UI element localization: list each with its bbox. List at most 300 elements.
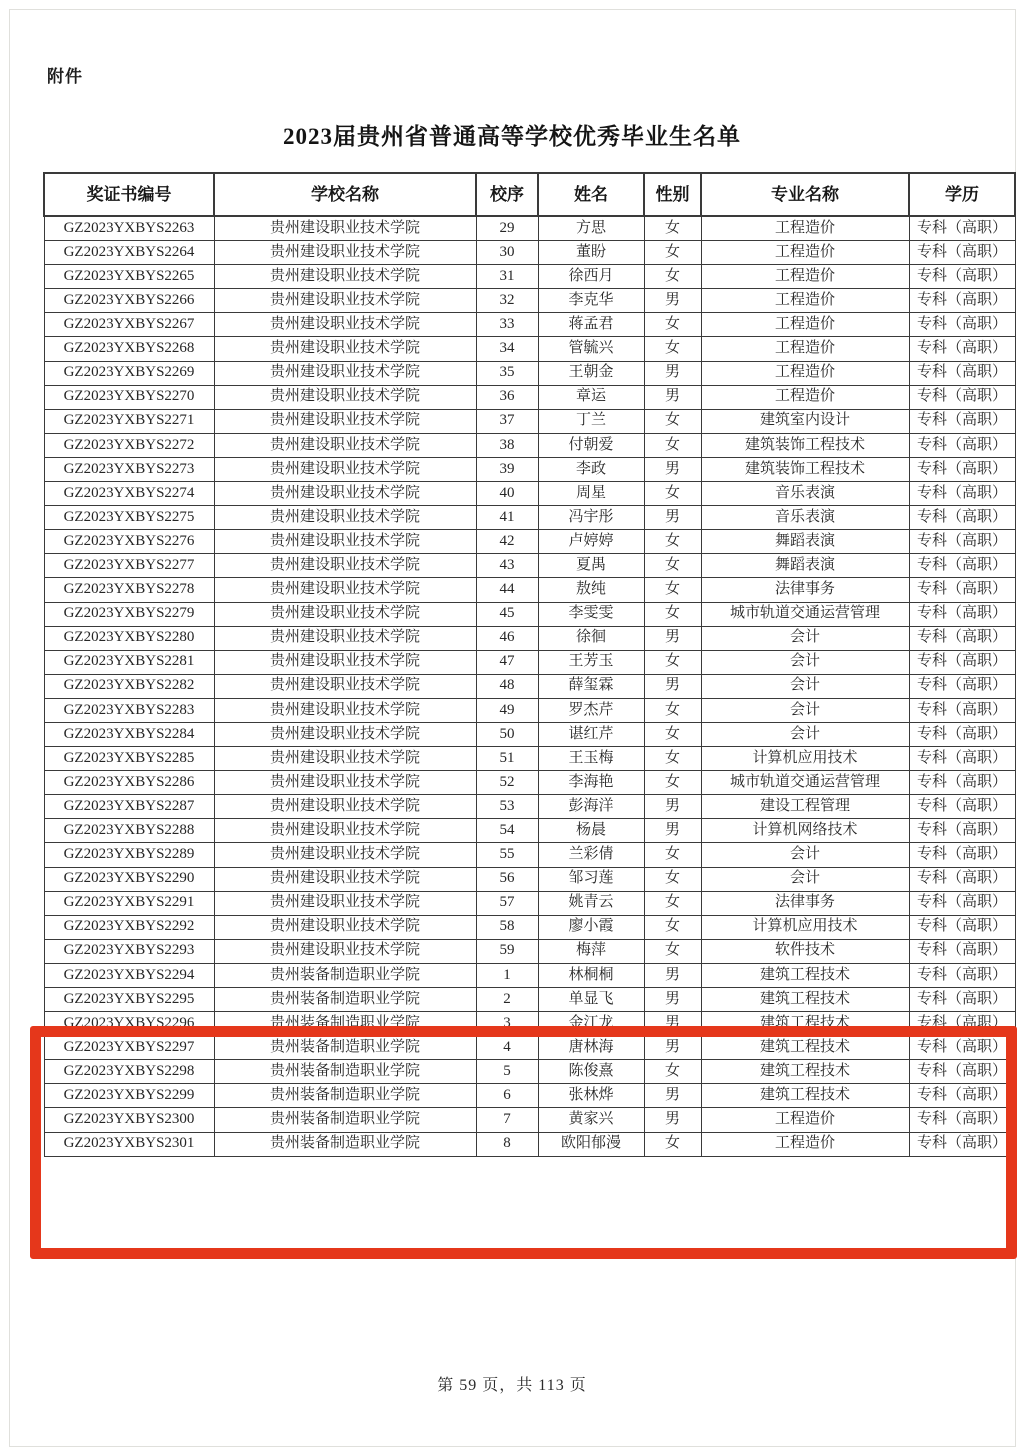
table-cell: 男 bbox=[644, 1036, 701, 1060]
table-cell: 专科（高职） bbox=[909, 988, 1015, 1012]
table-cell: 单显飞 bbox=[538, 988, 644, 1012]
table-cell: 专科（高职） bbox=[909, 385, 1015, 409]
table-cell: 贵州建设职业技术学院 bbox=[214, 602, 476, 626]
table-cell: 女 bbox=[644, 747, 701, 771]
table-cell: 唐林海 bbox=[538, 1036, 644, 1060]
table-cell: 专科（高职） bbox=[909, 216, 1015, 241]
table-cell: GZ2023YXBYS2274 bbox=[44, 482, 214, 506]
table-cell: 贵州建设职业技术学院 bbox=[214, 313, 476, 337]
table-cell: GZ2023YXBYS2284 bbox=[44, 722, 214, 746]
table-cell: 男 bbox=[644, 626, 701, 650]
table-row bbox=[44, 722, 1015, 746]
table-cell: 管毓兴 bbox=[538, 337, 644, 361]
table-cell: 王芳玉 bbox=[538, 650, 644, 674]
table-cell: 6 bbox=[476, 1084, 538, 1108]
table-cell: 男 bbox=[644, 674, 701, 698]
table-cell: 43 bbox=[476, 554, 538, 578]
table-cell: 男 bbox=[644, 1012, 701, 1036]
table-cell: 男 bbox=[644, 289, 701, 313]
table-cell: 徐徊 bbox=[538, 626, 644, 650]
table-cell: 贵州建设职业技术学院 bbox=[214, 482, 476, 506]
page-number: 第 59 页，共 113 页 bbox=[437, 1377, 587, 1394]
table-cell: 女 bbox=[644, 337, 701, 361]
table-cell: 工程造价 bbox=[701, 361, 909, 385]
table-cell: 男 bbox=[644, 795, 701, 819]
table-cell: 女 bbox=[644, 771, 701, 795]
table-cell: 36 bbox=[476, 385, 538, 409]
table-cell: GZ2023YXBYS2268 bbox=[44, 337, 214, 361]
table-cell: 男 bbox=[644, 385, 701, 409]
table-cell: 专科（高职） bbox=[909, 409, 1015, 433]
table-row bbox=[44, 457, 1015, 481]
table-row bbox=[44, 963, 1015, 987]
table-cell: 专科（高职） bbox=[909, 289, 1015, 313]
table-cell: 专科（高职） bbox=[909, 1036, 1015, 1060]
table-row bbox=[44, 867, 1015, 891]
table-cell: GZ2023YXBYS2269 bbox=[44, 361, 214, 385]
table-cell: 贵州建设职业技术学院 bbox=[214, 674, 476, 698]
table-cell: 付朝爱 bbox=[538, 433, 644, 457]
table-row bbox=[44, 1132, 1015, 1156]
table-cell: 会计 bbox=[701, 674, 909, 698]
table-cell: 7 bbox=[476, 1108, 538, 1132]
table-cell: GZ2023YXBYS2289 bbox=[44, 843, 214, 867]
column-header: 学校名称 bbox=[214, 173, 476, 216]
table-row bbox=[44, 891, 1015, 915]
table-cell: 建筑工程技术 bbox=[701, 1036, 909, 1060]
table-cell: 贵州建设职业技术学院 bbox=[214, 241, 476, 265]
table-cell: 薛玺霖 bbox=[538, 674, 644, 698]
table-cell: 52 bbox=[476, 771, 538, 795]
table-cell: 法律事务 bbox=[701, 891, 909, 915]
table-cell: 54 bbox=[476, 819, 538, 843]
table-cell: GZ2023YXBYS2281 bbox=[44, 650, 214, 674]
table-cell: 贵州建设职业技术学院 bbox=[214, 337, 476, 361]
table-cell: 55 bbox=[476, 843, 538, 867]
table-cell: 专科（高职） bbox=[909, 771, 1015, 795]
table-cell: 周星 bbox=[538, 482, 644, 506]
table-cell: 41 bbox=[476, 506, 538, 530]
table-cell: 男 bbox=[644, 457, 701, 481]
table-cell: 建筑工程技术 bbox=[701, 988, 909, 1012]
table-cell: 58 bbox=[476, 915, 538, 939]
table-cell: 女 bbox=[644, 891, 701, 915]
table-row bbox=[44, 289, 1015, 313]
table-cell: 陈俊熹 bbox=[538, 1060, 644, 1084]
table-cell: 专科（高职） bbox=[909, 482, 1015, 506]
table-cell: 贵州建设职业技术学院 bbox=[214, 361, 476, 385]
table-cell: 建筑工程技术 bbox=[701, 963, 909, 987]
table-cell: GZ2023YXBYS2297 bbox=[44, 1036, 214, 1060]
table-cell: 计算机应用技术 bbox=[701, 915, 909, 939]
table-cell: 女 bbox=[644, 1060, 701, 1084]
table-cell: GZ2023YXBYS2264 bbox=[44, 241, 214, 265]
table-cell: 男 bbox=[644, 1084, 701, 1108]
table-row bbox=[44, 939, 1015, 963]
table-cell: GZ2023YXBYS2270 bbox=[44, 385, 214, 409]
table-cell: 工程造价 bbox=[701, 241, 909, 265]
table-cell: 贵州装备制造职业学院 bbox=[214, 1036, 476, 1060]
table-cell: 女 bbox=[644, 1132, 701, 1156]
table-row bbox=[44, 265, 1015, 289]
table-cell: 贵州建设职业技术学院 bbox=[214, 819, 476, 843]
table-cell: 47 bbox=[476, 650, 538, 674]
table-cell: 59 bbox=[476, 939, 538, 963]
table-cell: 男 bbox=[644, 963, 701, 987]
table-cell: 建筑室内设计 bbox=[701, 409, 909, 433]
table-cell: 专科（高职） bbox=[909, 867, 1015, 891]
table-cell: GZ2023YXBYS2286 bbox=[44, 771, 214, 795]
table-cell: 专科（高职） bbox=[909, 795, 1015, 819]
table-cell: 贵州装备制造职业学院 bbox=[214, 1012, 476, 1036]
table-cell: 贵州建设职业技术学院 bbox=[214, 698, 476, 722]
table-cell: 会计 bbox=[701, 722, 909, 746]
table-cell: 专科（高职） bbox=[909, 1132, 1015, 1156]
column-header: 姓名 bbox=[538, 173, 644, 216]
table-row bbox=[44, 313, 1015, 337]
table-cell: 女 bbox=[644, 578, 701, 602]
table-cell: 蒋孟君 bbox=[538, 313, 644, 337]
table-cell: 计算机应用技术 bbox=[701, 747, 909, 771]
table-cell: GZ2023YXBYS2265 bbox=[44, 265, 214, 289]
table-cell: 专科（高职） bbox=[909, 939, 1015, 963]
table-cell: 林桐桐 bbox=[538, 963, 644, 987]
table-cell: 女 bbox=[644, 843, 701, 867]
table-row bbox=[44, 433, 1015, 457]
table-cell: 女 bbox=[644, 216, 701, 241]
table-cell: 专科（高职） bbox=[909, 674, 1015, 698]
table-cell: 35 bbox=[476, 361, 538, 385]
table-cell: GZ2023YXBYS2293 bbox=[44, 939, 214, 963]
table-cell: GZ2023YXBYS2266 bbox=[44, 289, 214, 313]
table-cell: 黄家兴 bbox=[538, 1108, 644, 1132]
table-cell: 李克华 bbox=[538, 289, 644, 313]
table-cell: 舞蹈表演 bbox=[701, 554, 909, 578]
table-cell: 51 bbox=[476, 747, 538, 771]
table-cell: 贵州建设职业技术学院 bbox=[214, 385, 476, 409]
table-cell: 谌红芹 bbox=[538, 722, 644, 746]
table-cell: 女 bbox=[644, 265, 701, 289]
table-cell: 贵州建设职业技术学院 bbox=[214, 506, 476, 530]
table-cell: 工程造价 bbox=[701, 1108, 909, 1132]
table-cell: 欧阳郁漫 bbox=[538, 1132, 644, 1156]
table-cell: 贵州建设职业技术学院 bbox=[214, 433, 476, 457]
table-cell: 贵州建设职业技术学院 bbox=[214, 457, 476, 481]
table-header-row bbox=[44, 173, 1015, 216]
table-cell: 李政 bbox=[538, 457, 644, 481]
table-cell: 女 bbox=[644, 698, 701, 722]
table-cell: 金江龙 bbox=[538, 1012, 644, 1036]
table-cell: GZ2023YXBYS2263 bbox=[44, 216, 214, 241]
table-cell: 专科（高职） bbox=[909, 963, 1015, 987]
table-cell: 专科（高职） bbox=[909, 843, 1015, 867]
table-cell: 方思 bbox=[538, 216, 644, 241]
table-cell: 女 bbox=[644, 241, 701, 265]
column-header: 性别 bbox=[644, 173, 701, 216]
table-cell: 专科（高职） bbox=[909, 1108, 1015, 1132]
table-cell: GZ2023YXBYS2301 bbox=[44, 1132, 214, 1156]
table-cell: 软件技术 bbox=[701, 939, 909, 963]
column-header: 校序 bbox=[476, 173, 538, 216]
table-cell: 会计 bbox=[701, 867, 909, 891]
table-cell: 56 bbox=[476, 867, 538, 891]
graduates-table bbox=[43, 172, 1016, 1157]
table-cell: 王玉梅 bbox=[538, 747, 644, 771]
table-cell: 贵州建设职业技术学院 bbox=[214, 265, 476, 289]
table-cell: 会计 bbox=[701, 650, 909, 674]
table-cell: 工程造价 bbox=[701, 1132, 909, 1156]
column-header: 学历 bbox=[909, 173, 1015, 216]
table-cell: 建筑工程技术 bbox=[701, 1060, 909, 1084]
table-cell: 贵州建设职业技术学院 bbox=[214, 578, 476, 602]
table-cell: 冯宇彤 bbox=[538, 506, 644, 530]
table-cell: 贵州建设职业技术学院 bbox=[214, 843, 476, 867]
table-cell: 贵州建设职业技术学院 bbox=[214, 409, 476, 433]
table-cell: 男 bbox=[644, 988, 701, 1012]
table-cell: 工程造价 bbox=[701, 337, 909, 361]
table-cell: GZ2023YXBYS2275 bbox=[44, 506, 214, 530]
table-cell: 张林烨 bbox=[538, 1084, 644, 1108]
table-row bbox=[44, 530, 1015, 554]
table-cell: 建设工程管理 bbox=[701, 795, 909, 819]
table-cell: 39 bbox=[476, 457, 538, 481]
table-cell: 工程造价 bbox=[701, 289, 909, 313]
table-cell: 贵州建设职业技术学院 bbox=[214, 216, 476, 241]
table-cell: GZ2023YXBYS2294 bbox=[44, 963, 214, 987]
table-cell: 建筑工程技术 bbox=[701, 1012, 909, 1036]
table-cell: 女 bbox=[644, 650, 701, 674]
table-cell: 董盼 bbox=[538, 241, 644, 265]
table-cell: GZ2023YXBYS2296 bbox=[44, 1012, 214, 1036]
table-cell: 专科（高职） bbox=[909, 698, 1015, 722]
table-cell: 男 bbox=[644, 819, 701, 843]
table-cell: 1 bbox=[476, 963, 538, 987]
table-cell: 专科（高职） bbox=[909, 626, 1015, 650]
table-cell: GZ2023YXBYS2295 bbox=[44, 988, 214, 1012]
table-cell: 贵州装备制造职业学院 bbox=[214, 1060, 476, 1084]
table-row bbox=[44, 1012, 1015, 1036]
table-cell: 女 bbox=[644, 602, 701, 626]
attachment-label: 附件 bbox=[47, 67, 83, 86]
table-cell: 专科（高职） bbox=[909, 819, 1015, 843]
table-cell: 贵州建设职业技术学院 bbox=[214, 747, 476, 771]
table-cell: 贵州建设职业技术学院 bbox=[214, 626, 476, 650]
table-cell: 46 bbox=[476, 626, 538, 650]
table-cell: GZ2023YXBYS2290 bbox=[44, 867, 214, 891]
table-cell: 敖纯 bbox=[538, 578, 644, 602]
table-cell: 丁兰 bbox=[538, 409, 644, 433]
table-row bbox=[44, 843, 1015, 867]
table-cell: 建筑装饰工程技术 bbox=[701, 457, 909, 481]
table-cell: 专科（高职） bbox=[909, 578, 1015, 602]
table-cell: 3 bbox=[476, 1012, 538, 1036]
table-cell: 37 bbox=[476, 409, 538, 433]
table-row bbox=[44, 795, 1015, 819]
table-cell: 杨晨 bbox=[538, 819, 644, 843]
table-cell: 贵州装备制造职业学院 bbox=[214, 963, 476, 987]
table-cell: 贵州装备制造职业学院 bbox=[214, 1084, 476, 1108]
table-cell: 彭海洋 bbox=[538, 795, 644, 819]
table-row bbox=[44, 650, 1015, 674]
table-cell: 专科（高职） bbox=[909, 457, 1015, 481]
table-row bbox=[44, 988, 1015, 1012]
table-cell: 罗杰芹 bbox=[538, 698, 644, 722]
table-cell: GZ2023YXBYS2267 bbox=[44, 313, 214, 337]
table-cell: 49 bbox=[476, 698, 538, 722]
table-cell: 贵州建设职业技术学院 bbox=[214, 554, 476, 578]
table-cell: 女 bbox=[644, 915, 701, 939]
table-cell: 兰彩倩 bbox=[538, 843, 644, 867]
table-cell: 女 bbox=[644, 867, 701, 891]
table-cell: 专科（高职） bbox=[909, 506, 1015, 530]
table-cell: 女 bbox=[644, 722, 701, 746]
table-cell: 42 bbox=[476, 530, 538, 554]
table-cell: 廖小霞 bbox=[538, 915, 644, 939]
table-cell: 贵州建设职业技术学院 bbox=[214, 915, 476, 939]
table-cell: 专科（高职） bbox=[909, 915, 1015, 939]
table-cell: 专科（高职） bbox=[909, 337, 1015, 361]
table-cell: 会计 bbox=[701, 626, 909, 650]
table-row bbox=[44, 337, 1015, 361]
table-cell: GZ2023YXBYS2285 bbox=[44, 747, 214, 771]
table-cell: 徐西月 bbox=[538, 265, 644, 289]
table-cell: GZ2023YXBYS2271 bbox=[44, 409, 214, 433]
table-cell: 夏禺 bbox=[538, 554, 644, 578]
table-row bbox=[44, 771, 1015, 795]
table-cell: 会计 bbox=[701, 843, 909, 867]
table-cell: 音乐表演 bbox=[701, 482, 909, 506]
table-cell: 女 bbox=[644, 939, 701, 963]
table-cell: 专科（高职） bbox=[909, 602, 1015, 626]
table-cell: 法律事务 bbox=[701, 578, 909, 602]
table-cell: 53 bbox=[476, 795, 538, 819]
table-row bbox=[44, 385, 1015, 409]
table-row bbox=[44, 241, 1015, 265]
table-cell: 女 bbox=[644, 530, 701, 554]
table-cell: 贵州建设职业技术学院 bbox=[214, 939, 476, 963]
table-cell: 贵州建设职业技术学院 bbox=[214, 771, 476, 795]
table-cell: 2 bbox=[476, 988, 538, 1012]
table-cell: 女 bbox=[644, 409, 701, 433]
table-cell: 贵州装备制造职业学院 bbox=[214, 1132, 476, 1156]
table-cell: 专科（高职） bbox=[909, 650, 1015, 674]
table-cell: 专科（高职） bbox=[909, 747, 1015, 771]
table-row bbox=[44, 216, 1015, 241]
table-cell: 建筑工程技术 bbox=[701, 1084, 909, 1108]
table-cell: 女 bbox=[644, 482, 701, 506]
table-cell: 音乐表演 bbox=[701, 506, 909, 530]
table-cell: 王朝金 bbox=[538, 361, 644, 385]
table-cell: GZ2023YXBYS2291 bbox=[44, 891, 214, 915]
table-cell: GZ2023YXBYS2277 bbox=[44, 554, 214, 578]
table-cell: 计算机网络技术 bbox=[701, 819, 909, 843]
table-cell: 李雯雯 bbox=[538, 602, 644, 626]
table-cell: GZ2023YXBYS2273 bbox=[44, 457, 214, 481]
table-cell: 贵州建设职业技术学院 bbox=[214, 650, 476, 674]
table-cell: GZ2023YXBYS2283 bbox=[44, 698, 214, 722]
table-cell: 专科（高职） bbox=[909, 313, 1015, 337]
table-cell: 38 bbox=[476, 433, 538, 457]
table-cell: GZ2023YXBYS2272 bbox=[44, 433, 214, 457]
table-cell: 贵州建设职业技术学院 bbox=[214, 867, 476, 891]
table-cell: 专科（高职） bbox=[909, 1060, 1015, 1084]
table-cell: 贵州装备制造职业学院 bbox=[214, 1108, 476, 1132]
table-cell: 4 bbox=[476, 1036, 538, 1060]
table-cell: 城市轨道交通运营管理 bbox=[701, 771, 909, 795]
table-row bbox=[44, 747, 1015, 771]
table-cell: GZ2023YXBYS2282 bbox=[44, 674, 214, 698]
table-row bbox=[44, 698, 1015, 722]
table-cell: 男 bbox=[644, 506, 701, 530]
table-cell: 工程造价 bbox=[701, 313, 909, 337]
table-cell: 40 bbox=[476, 482, 538, 506]
table-cell: 44 bbox=[476, 578, 538, 602]
table-cell: 29 bbox=[476, 216, 538, 241]
table-cell: GZ2023YXBYS2299 bbox=[44, 1084, 214, 1108]
table-row bbox=[44, 409, 1015, 433]
table-cell: 卢婷婷 bbox=[538, 530, 644, 554]
table-cell: 45 bbox=[476, 602, 538, 626]
table-cell: 专科（高职） bbox=[909, 891, 1015, 915]
table-cell: 5 bbox=[476, 1060, 538, 1084]
table-cell: 舞蹈表演 bbox=[701, 530, 909, 554]
page-title: 2023届贵州省普通高等学校优秀毕业生名单 bbox=[283, 124, 741, 149]
table-cell: 贵州建设职业技术学院 bbox=[214, 289, 476, 313]
table-cell: 贵州建设职业技术学院 bbox=[214, 891, 476, 915]
table-cell: 男 bbox=[644, 361, 701, 385]
table-row bbox=[44, 1108, 1015, 1132]
table-body bbox=[44, 216, 1015, 1156]
table-row bbox=[44, 482, 1015, 506]
table-cell: GZ2023YXBYS2280 bbox=[44, 626, 214, 650]
table-cell: 姚青云 bbox=[538, 891, 644, 915]
table-cell: 女 bbox=[644, 433, 701, 457]
table-cell: 贵州装备制造职业学院 bbox=[214, 988, 476, 1012]
table-cell: GZ2023YXBYS2279 bbox=[44, 602, 214, 626]
table-cell: 57 bbox=[476, 891, 538, 915]
table-cell: 会计 bbox=[701, 698, 909, 722]
table-cell: 33 bbox=[476, 313, 538, 337]
table-cell: 城市轨道交通运营管理 bbox=[701, 602, 909, 626]
table-cell: 梅萍 bbox=[538, 939, 644, 963]
table-cell: 贵州建设职业技术学院 bbox=[214, 795, 476, 819]
table-cell: 专科（高职） bbox=[909, 241, 1015, 265]
table-cell: 女 bbox=[644, 554, 701, 578]
table-cell: GZ2023YXBYS2292 bbox=[44, 915, 214, 939]
table-row bbox=[44, 626, 1015, 650]
table-cell: 专科（高职） bbox=[909, 433, 1015, 457]
table-row bbox=[44, 578, 1015, 602]
table-row bbox=[44, 361, 1015, 385]
table-cell: 女 bbox=[644, 313, 701, 337]
table-row bbox=[44, 1084, 1015, 1108]
table-cell: GZ2023YXBYS2288 bbox=[44, 819, 214, 843]
table-cell: 31 bbox=[476, 265, 538, 289]
table-cell: 专科（高职） bbox=[909, 265, 1015, 289]
table-cell: 30 bbox=[476, 241, 538, 265]
table-cell: GZ2023YXBYS2287 bbox=[44, 795, 214, 819]
table-row bbox=[44, 1036, 1015, 1060]
table-row bbox=[44, 915, 1015, 939]
table-cell: 建筑装饰工程技术 bbox=[701, 433, 909, 457]
table-cell: 专科（高职） bbox=[909, 530, 1015, 554]
table-cell: 工程造价 bbox=[701, 265, 909, 289]
table-row bbox=[44, 1060, 1015, 1084]
table-cell: 邹习莲 bbox=[538, 867, 644, 891]
table-cell: 章运 bbox=[538, 385, 644, 409]
table-row bbox=[44, 506, 1015, 530]
graduates-table-container bbox=[43, 172, 1014, 1157]
